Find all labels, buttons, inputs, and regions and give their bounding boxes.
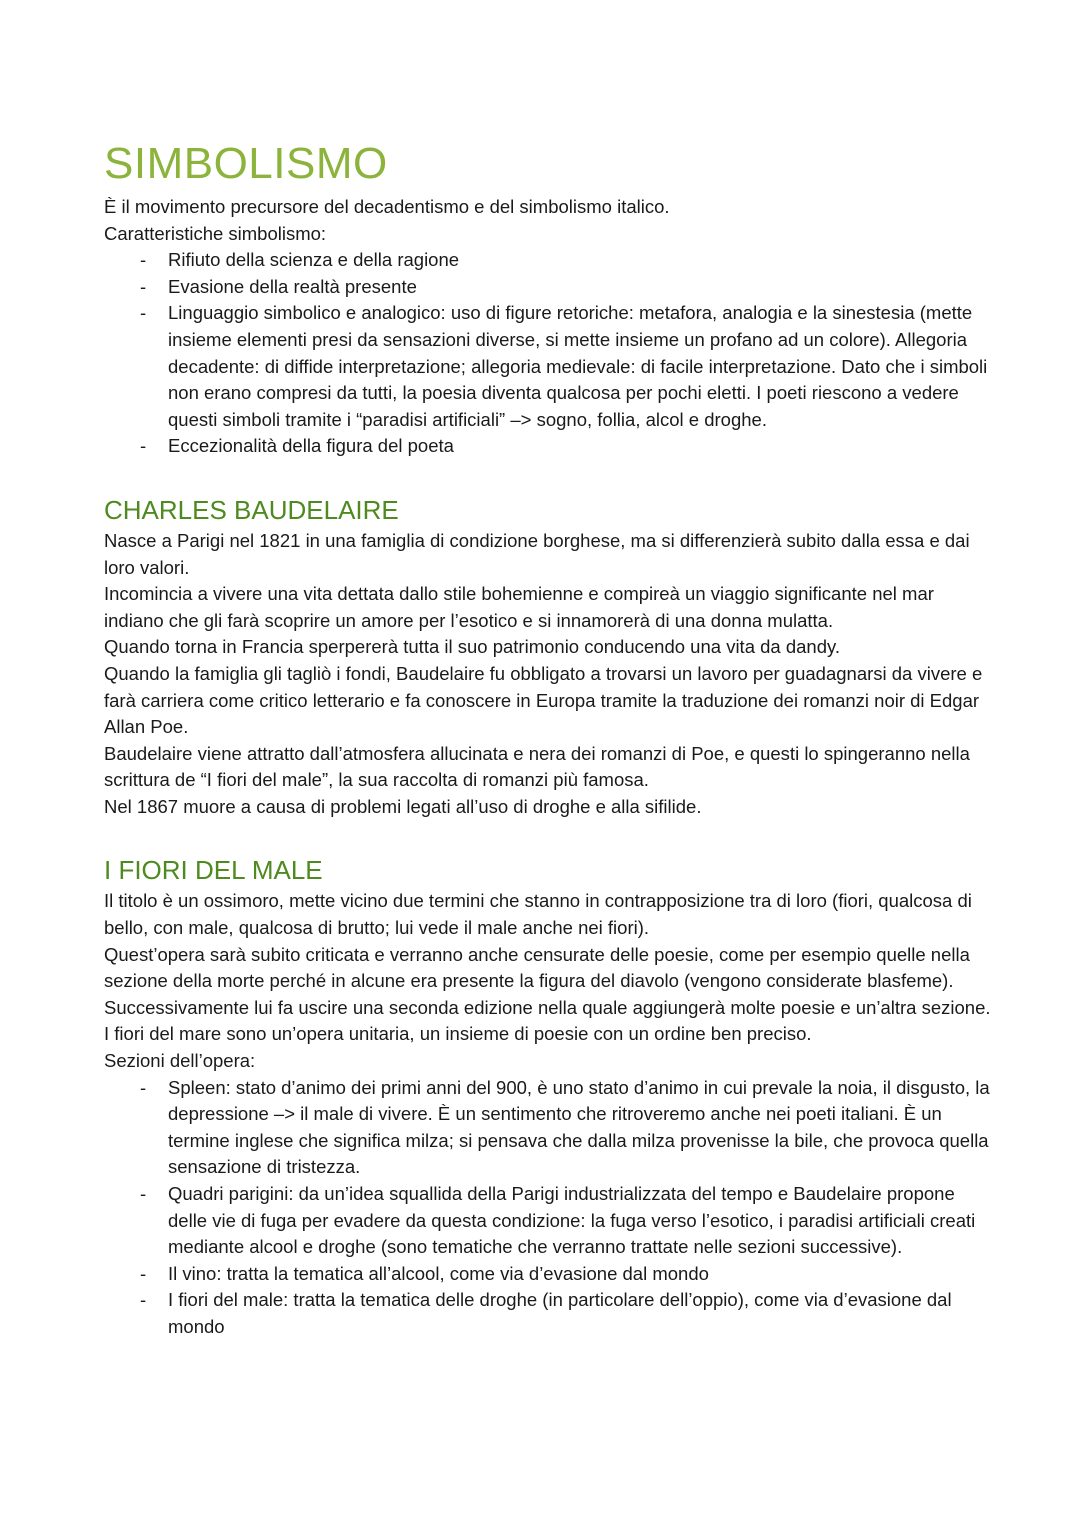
list-item: - Evasione della realtà presente <box>168 274 994 301</box>
list-item: - Linguaggio simbolico e analogico: uso di figure retoriche: metafora, analogia e la sinestesia (mette insieme elementi presi da sensazioni diverse, si mette insieme un profano ad un colore). Allegoria decadente: di diffide interpretazione; allegoria medievale: di facile interpretazione. Dato che i simboli non erano compresi da tutti, la poesia diventa qualcosa per pochi eletti. I poeti riescono a vedere questi simboli tramite i “paradisi artificiali” –> sogno, follia, alcol e droghe. <box>168 300 994 433</box>
paragraph: Incomincia a vivere una vita dettata dallo stile bohemienne e compireà un viaggio significante nel mar indiano che gli farà scoprire un amore per l’esotico e si innamorerà di una donna mulatta. <box>104 583 934 631</box>
section-title-fiori-del-male: I FIORI DEL MALE <box>104 855 323 886</box>
paragraph: Nel 1867 muore a causa di problemi legati all’uso di droghe e alla sifilide. <box>104 795 702 817</box>
list-item: - Il vino: tratta la tematica all’alcool, come via d’evasione dal mondo <box>168 1261 994 1288</box>
section-title-baudelaire: CHARLES BAUDELAIRE <box>104 494 399 525</box>
paragraph: Nasce a Parigi nel 1821 in una famiglia di condizione borghese, ma si differenzierà subito dalla essa e dai loro valori. <box>104 529 970 578</box>
paragraph: Quest’opera sarà subito criticata e verranno anche censurate delle poesie, come per esempio quelle nella sezione della morte perché in alcune era presente la figura del diavolo (vengono considerate blasfeme). Successivamente lui fa uscire una seconda edizione nella quale aggiungerà molte poesie e un’altra sezione. <box>104 943 991 1018</box>
paragraph: Quando torna in Francia sperpererà tutta il suo patrimonio conducendo una vita da dandy. <box>104 636 841 658</box>
paragraph: I fiori del mare sono un’opera unitaria, un insieme di poesie con un ordine ben preciso. <box>104 1023 812 1045</box>
paragraph: Baudelaire viene attratto dall’atmosfera allucinata e nera dei romanzi di Poe, e questi lo spingeranno nella scrittura de “I fiori del male”, la sua raccolta di romanzi più famosa. <box>104 742 970 791</box>
list-item: - Quadri parigini: da un’idea squallida della Parigi industrializzata del tempo e Baudelaire propone delle vie di fuga per evadere da questa condizione: la fuga verso l’esotico, i paradisi artificiali creati mediante alcool e droghe (sono tematiche che verranno trattate nelle sezioni successive). <box>168 1181 994 1261</box>
list-item: - Eccezionalità della figura del poeta <box>168 433 994 460</box>
paragraph: È il movimento precursore del decadentismo e del simbolismo italico. <box>104 196 670 217</box>
paragraph: Il titolo è un ossimoro, mette vicino due termini che stanno in contrapposizione tra di loro (fiori, qualcosa di bello, con male, qualcosa di brutto; lui vede il male anche nei fiori). <box>104 890 972 939</box>
list-item: - Rifiuto della scienza e della ragione <box>168 247 994 274</box>
section-title-simbolismo: SIMBOLISMO <box>104 139 388 188</box>
paragraph: Sezioni dell’opera: <box>104 1050 256 1072</box>
list-item: - Spleen: stato d’animo dei primi anni del 900, è uno stato d’animo in cui prevale la noia, il disgusto, la depressione –> il male di vivere. È un sentimento che ritroveremo anche nei poeti italiani. È un termine inglese che significa milza; si pensava che dalla milza provenisse la bile, che provoca quella sensazione di tristezza. <box>168 1075 994 1181</box>
document-page <box>104 138 994 1341</box>
list-item: - I fiori del male: tratta la tematica delle droghe (in particolare dell’oppio), come via d’evasione dal mondo <box>168 1287 994 1340</box>
paragraph: Caratteristiche simbolismo: <box>104 222 327 244</box>
bullet-list-sezioni <box>104 1075 994 1341</box>
bullet-list-caratteristiche <box>104 247 994 460</box>
paragraph: Quando la famiglia gli tagliò i fondi, Baudelaire fu obbligato a trovarsi un lavoro per guadagnarsi da vivere e farà carriera come critico letterario e fa conoscere in Europa tramite la traduzione dei romanzi noir di Edgar Allan Poe. <box>104 662 983 738</box>
